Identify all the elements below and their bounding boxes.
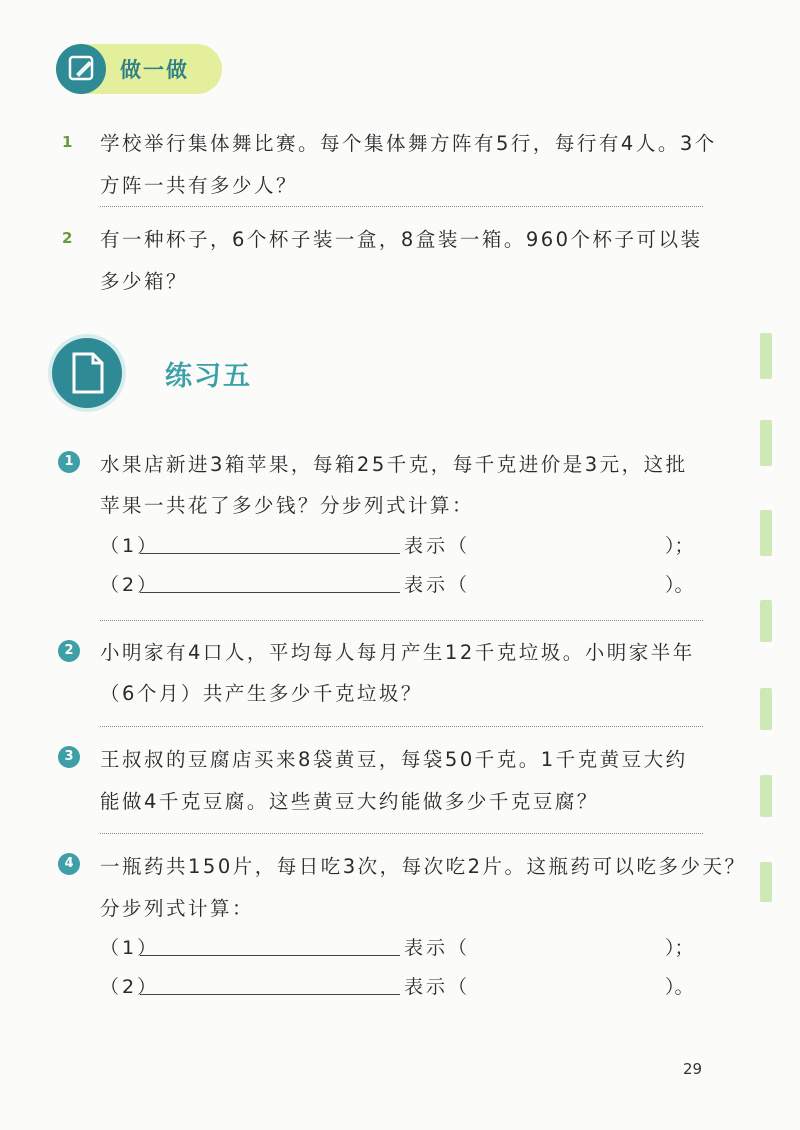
question-line: 方阵一共有多少人？	[100, 174, 299, 197]
meaning-label: 表示（	[404, 937, 471, 959]
meaning-label: 表示（	[404, 535, 471, 557]
answer-blank[interactable]	[140, 955, 400, 956]
question-line: 水果店新进3箱苹果，每箱25千克，每千克进价是3元，这批	[100, 453, 688, 476]
question-line: 苹果一共花了多少钱？分步列式计算：	[100, 494, 475, 517]
item-number-badge: 4	[58, 853, 80, 875]
answer-blank[interactable]	[140, 592, 400, 593]
close-bracket: ）。	[665, 976, 694, 998]
answer-blank[interactable]	[140, 553, 400, 554]
side-tab	[760, 600, 772, 642]
close-bracket: ）。	[665, 574, 694, 596]
document-icon	[52, 338, 122, 408]
step-label: （1）	[100, 937, 160, 959]
side-tab	[760, 510, 772, 556]
pencil-icon	[56, 44, 106, 94]
item-number-badge: 1	[58, 451, 80, 473]
item-number: 2	[62, 229, 73, 247]
side-tab	[760, 775, 772, 817]
close-bracket: ）；	[665, 535, 694, 557]
section-title-exercise: 练习五	[165, 361, 252, 392]
side-tab	[760, 333, 772, 379]
side-tab	[760, 420, 772, 466]
answer-step-row	[100, 972, 700, 1000]
page-number: 29	[683, 1060, 703, 1078]
question-line: 有一种杯子，6个杯子装一盒，8盒装一箱。960个杯子可以装	[100, 228, 703, 251]
item-number: 1	[62, 133, 73, 151]
step-label: （2）	[100, 976, 160, 998]
question-line: （6个月）共产生多少千克垃圾？	[100, 682, 423, 705]
answer-step-row	[100, 531, 700, 559]
question-line: 王叔叔的豆腐店买来8袋黄豆，每袋50千克。1千克黄豆大约	[100, 748, 688, 771]
dotted-divider	[100, 206, 703, 207]
answer-step-row	[100, 933, 700, 961]
question-line: 一瓶药共150片，每日吃3次，每次吃2片。这瓶药可以吃多少天？	[100, 855, 747, 878]
step-label: （1）	[100, 535, 160, 557]
dotted-divider	[100, 620, 703, 621]
side-tab	[760, 862, 772, 902]
meaning-label: 表示（	[404, 976, 471, 998]
dotted-divider	[100, 833, 703, 834]
question-line: 学校举行集体舞比赛。每个集体舞方阵有5行，每行有4人。3个	[100, 132, 717, 155]
item-number-badge: 2	[58, 640, 80, 662]
question-line: 能做4千克豆腐。这些黄豆大约能做多少千克豆腐？	[100, 790, 599, 813]
side-tab	[760, 688, 772, 730]
dotted-divider	[100, 726, 703, 727]
answer-blank[interactable]	[140, 994, 400, 995]
step-label: （2）	[100, 574, 160, 596]
section-title-do: 做一做	[120, 58, 189, 82]
answer-step-row	[100, 570, 700, 598]
question-line: 多少箱？	[100, 270, 189, 293]
item-number-badge: 3	[58, 746, 80, 768]
meaning-label: 表示（	[404, 574, 471, 596]
question-line: 分步列式计算：	[100, 897, 255, 920]
close-bracket: ）；	[665, 937, 694, 959]
question-line: 小明家有4口人，平均每人每月产生12千克垃圾。小明家半年	[100, 641, 695, 664]
